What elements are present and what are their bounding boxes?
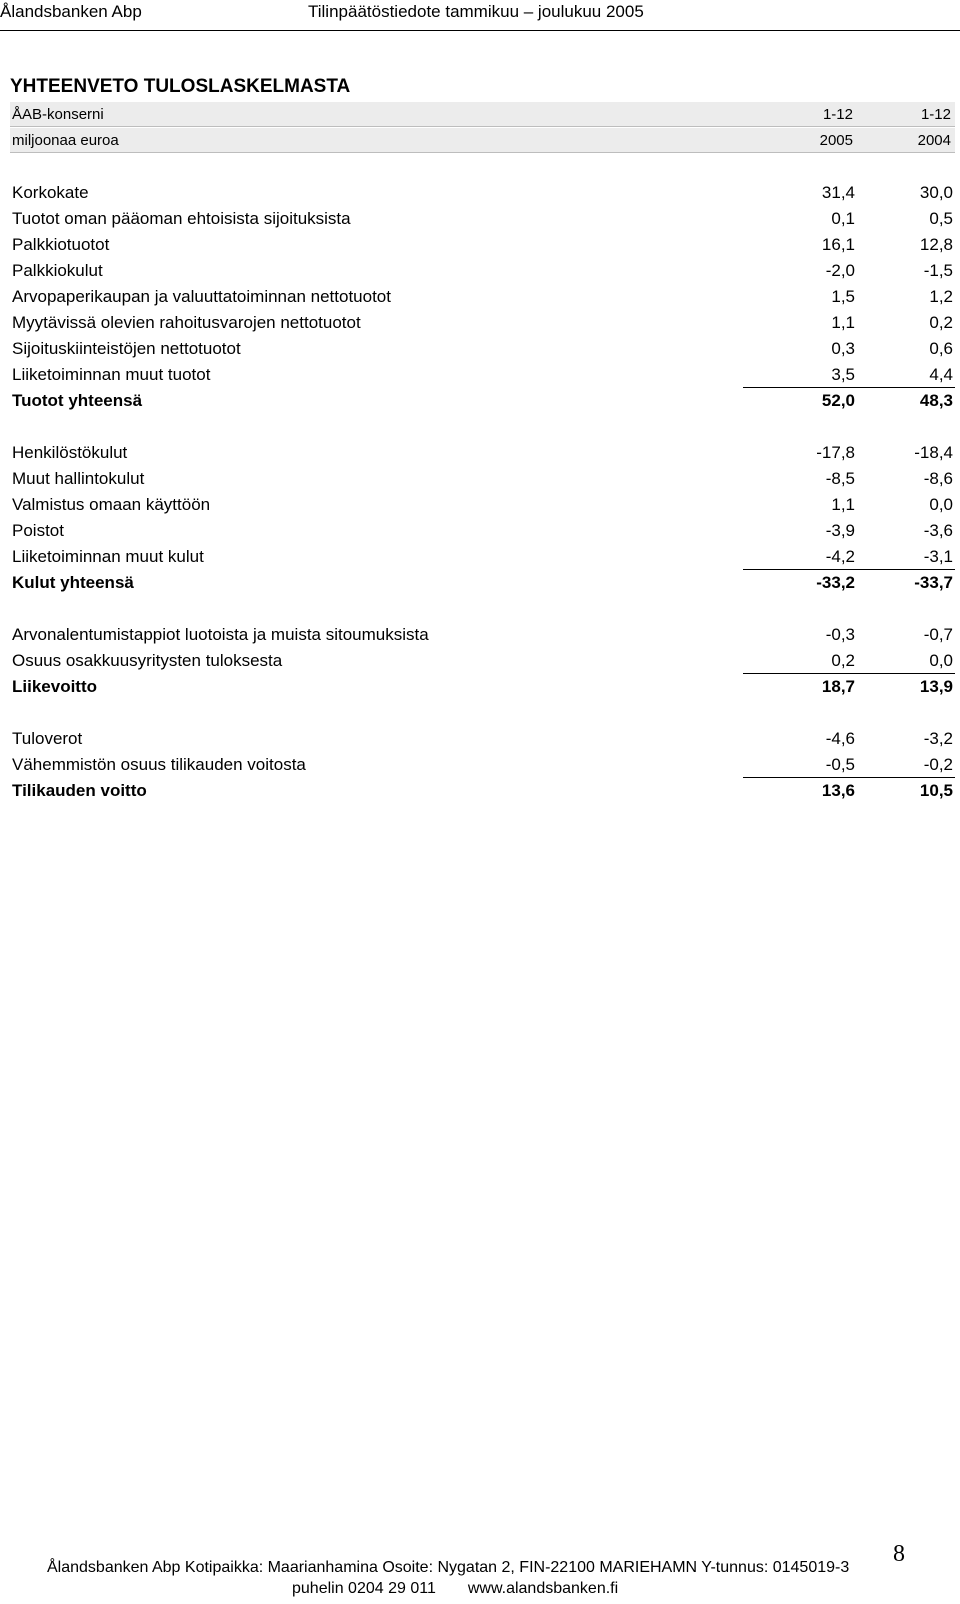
header-company: Ålandsbanken Abp [0, 2, 142, 21]
value-2005: -3,9 [825, 521, 855, 540]
section-spacer [10, 700, 955, 726]
table-header-label: miljoonaa euroa [12, 132, 119, 149]
value-2004: 10,5 [919, 781, 953, 800]
page-header [0, 0, 960, 31]
value-2004: 0,0 [929, 651, 953, 670]
value-2004: 4,4 [929, 365, 953, 384]
value-2005: -2,0 [825, 261, 855, 280]
value-2004: 0,6 [929, 339, 953, 358]
value-2004: -1,5 [923, 261, 953, 280]
value-2004: 30,0 [919, 183, 953, 202]
row-label: Muut hallintokulut [12, 469, 145, 488]
table-header-col-2004: 1-12 [920, 106, 951, 123]
row-label: Tilikauden voitto [12, 781, 147, 800]
table-row [10, 440, 955, 466]
value-2004: -3,6 [923, 521, 953, 540]
footer-contact [292, 1580, 960, 1598]
header-divider [10, 126, 955, 127]
value-2004: -8,6 [923, 469, 953, 488]
table-row [10, 206, 955, 232]
row-label: Liiketoiminnan muut kulut [12, 547, 204, 566]
value-2004: -33,7 [914, 573, 953, 592]
table-row [10, 726, 955, 752]
footer-address: Ålandsbanken Abp Kotipaikka: Maarianhamina Osoite: Nygatan 2, FIN-22100 MARIEHAMN Y-tunnus: 0145019-3 [47, 1559, 850, 1576]
row-label: Valmistus omaan käyttöön [12, 495, 211, 514]
value-2005: -17,8 [816, 443, 855, 462]
table-header-col-2005: 1-12 [822, 106, 853, 123]
row-label: Korkokate [12, 183, 89, 202]
value-2005: 3,5 [831, 365, 855, 384]
value-2005: 0,3 [831, 339, 855, 358]
row-label: Poistot [12, 521, 64, 540]
table-header-col-2005: 2005 [819, 132, 853, 149]
value-2005: -4,2 [825, 547, 855, 566]
value-2005: 52,0 [821, 391, 855, 410]
table-header-label: ÅAB-konserni [12, 106, 104, 123]
row-label: Palkkiotuotot [12, 235, 110, 254]
table-total-row [10, 674, 955, 700]
value-2005: 18,7 [821, 677, 855, 696]
page-title: YHTEENVETO TULOSLASKELMASTA [10, 76, 351, 97]
value-2004: 0,5 [929, 209, 953, 228]
row-label: Sijoituskiinteistöjen nettotuotot [12, 339, 241, 358]
value-2005: -8,5 [825, 469, 855, 488]
table-header-row [10, 128, 955, 152]
value-2005: 13,6 [821, 781, 855, 800]
value-2004: 0,0 [929, 495, 953, 514]
row-label: Liiketoiminnan muut tuotot [12, 365, 211, 384]
table-row [10, 544, 955, 570]
value-2004: -18,4 [914, 443, 953, 462]
row-label: Myytävissä olevien rahoitusvarojen nettotuotot [12, 313, 361, 332]
table-header-row [10, 102, 955, 126]
row-label: Tuloverot [12, 729, 83, 748]
value-2004: -3,2 [923, 729, 953, 748]
value-2004: -0,7 [923, 625, 953, 644]
value-2005: 0,1 [831, 209, 855, 228]
row-label: Liikevoitto [12, 677, 98, 696]
table-row [10, 622, 955, 648]
value-2005: 1,1 [831, 313, 855, 332]
value-2004: 0,2 [929, 313, 953, 332]
table-header-col-2004: 2004 [917, 132, 951, 149]
table-total-row [10, 570, 955, 596]
row-label: Vähemmistön osuus tilikauden voitosta [12, 755, 306, 774]
row-label: Tuotot oman pääoman ehtoisista sijoituksista [12, 209, 351, 228]
value-2004: -0,2 [923, 755, 953, 774]
section-spacer [10, 596, 955, 622]
footer-phone: puhelin 0204 29 011 [292, 1580, 436, 1597]
value-2004: 13,9 [919, 677, 953, 696]
table-row [10, 362, 955, 388]
row-label: Kulut yhteensä [12, 573, 134, 592]
row-label: Tuotot yhteensä [12, 391, 143, 410]
value-2005: 16,1 [821, 235, 855, 254]
table-row [10, 336, 955, 362]
value-2005: 0,2 [831, 651, 855, 670]
value-2004: 1,2 [929, 287, 953, 306]
footer-website: www.alandsbanken.fi [467, 1580, 619, 1597]
row-label: Arvopaperikaupan ja valuuttatoiminnan nettotuotot [12, 287, 391, 306]
table-row [10, 492, 955, 518]
table-row [10, 258, 955, 284]
table-row [10, 518, 955, 544]
value-2005: -33,2 [816, 573, 855, 592]
table-row [10, 752, 955, 778]
value-2005: 1,5 [831, 287, 855, 306]
page-number: 8 [893, 1541, 905, 1567]
row-label: Osuus osakkuusyritysten tuloksesta [12, 651, 283, 670]
value-2004: 12,8 [919, 235, 953, 254]
row-label: Arvonalentumistappiot luotoista ja muista sitoumuksista [12, 625, 429, 644]
row-label: Palkkiokulut [12, 261, 103, 280]
table-row [10, 648, 955, 674]
value-2004: 48,3 [919, 391, 953, 410]
table-row [10, 310, 955, 336]
table-row [10, 180, 955, 206]
value-2005: 31,4 [821, 183, 855, 202]
row-label: Henkilöstökulut [12, 443, 128, 462]
table-row [10, 466, 955, 492]
header-divider [10, 152, 955, 153]
value-2005: -0,5 [825, 755, 855, 774]
table-total-row [10, 388, 955, 414]
table-total-row [10, 778, 955, 804]
table-row [10, 284, 955, 310]
income-statement-table [10, 180, 955, 804]
value-2004: -3,1 [923, 547, 953, 566]
table-row [10, 232, 955, 258]
value-2005: -0,3 [825, 625, 855, 644]
value-2005: 1,1 [831, 495, 855, 514]
header-document-title: Tilinpäätöstiedote tammikuu – joulukuu 2005 [308, 2, 644, 21]
value-2005: -4,6 [825, 729, 855, 748]
section-spacer [10, 414, 955, 440]
